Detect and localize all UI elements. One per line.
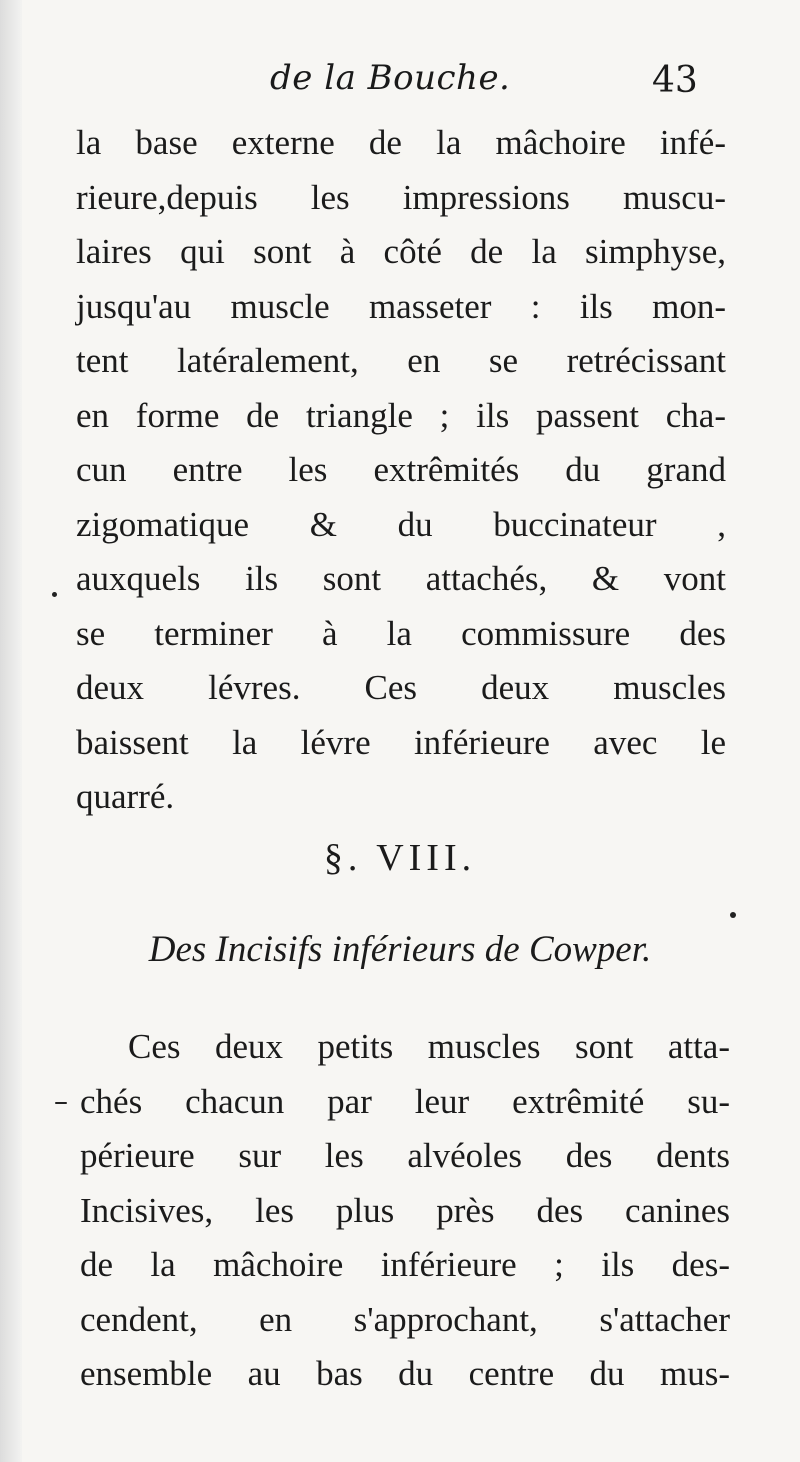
text-line: ensemble au bas du centre du mus- [80,1354,730,1393]
text-line: jusqu'au muscle masseter : ils mon- [76,286,726,326]
running-head: de la Bouche. [270,58,511,98]
text-line: Incisives, les plus près des canines [80,1190,730,1230]
text-line: rieure,depuis les impressions muscu- [76,177,726,217]
text-line: quarré. [76,777,175,816]
page-header [0,58,800,118]
text-line: zigomatique & du buccinateur , [76,504,726,544]
text-line: périeure sur les alvéoles des dents [80,1136,730,1175]
text-line: Ces deux petits muscles sont atta- [128,1027,730,1066]
paragraph-1 [76,116,726,825]
text-line: auxquels ils sont attachés, & vont [76,559,726,598]
section-heading: §. VIII. [323,837,477,879]
text-line: la base externe de la mâchoire infé- [76,123,726,162]
text-line: chés chacun par leur extrêmité su- [80,1081,730,1121]
text-line: cun entre les extrêmités du grand [76,450,726,489]
text-line: baissent la lévre inférieure avec le [76,722,726,762]
text-line: se terminer à la commissure des [76,613,726,653]
text-line: laires qui sont à côté de la simphyse, [76,232,726,271]
text-line: en forme de triangle ; ils passent cha- [76,395,726,435]
text-line: tent latéralement, en se retrécissant [76,341,726,380]
ink-speck [52,592,57,597]
section-title: Des Incisifs inférieurs de Cowper. [148,929,652,970]
text-line: de la mâchoire inférieure ; ils des- [80,1245,730,1284]
page-number: 43 [652,60,698,101]
text-line: cendent, en s'approchant, s'attacher [80,1299,730,1339]
ink-speck [55,1102,67,1104]
text-line: deux lévres. Ces deux muscles [76,668,726,707]
ink-speck [730,912,736,918]
paragraph-2 [80,1020,730,1402]
